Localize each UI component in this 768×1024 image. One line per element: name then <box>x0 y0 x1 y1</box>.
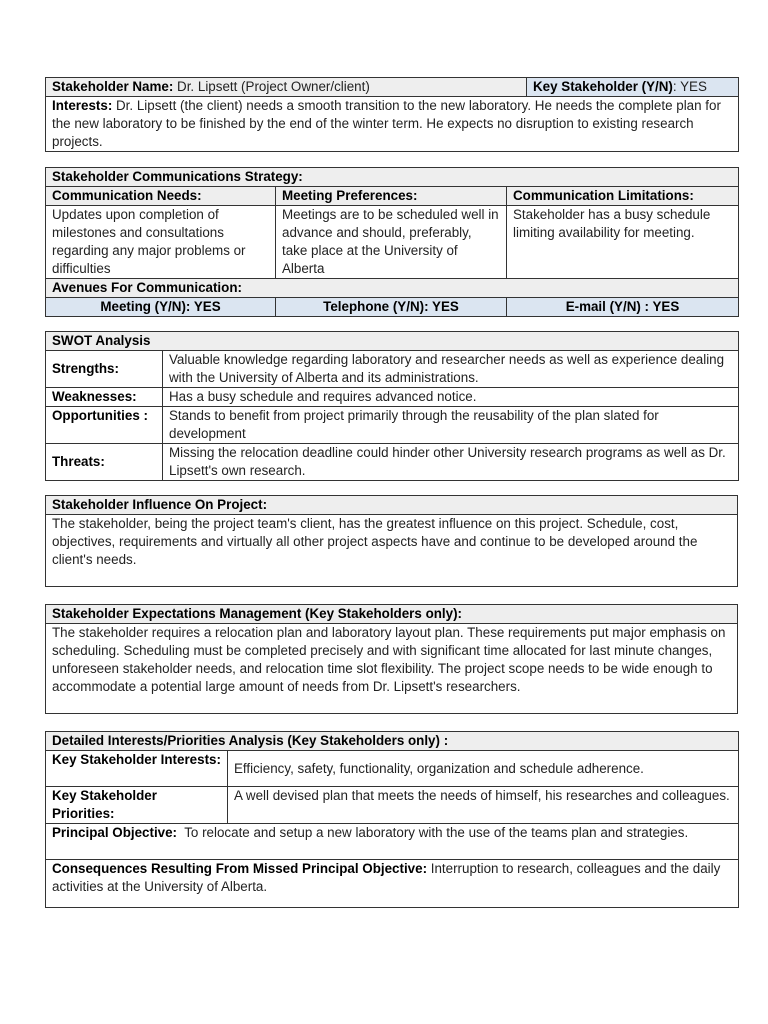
influence-block <box>45 495 738 587</box>
swot-title: SWOT Analysis <box>46 332 739 351</box>
swot-label-opportunities: Opportunities : <box>46 407 163 444</box>
avenue-telephone: Telephone (Y/N): YES <box>276 298 507 317</box>
swot-label-threats: Threats: <box>46 444 163 481</box>
principal-objective-label: Principal Objective: <box>52 825 178 840</box>
key-interests-text: Efficiency, safety, functionality, organization and schedule adherence. <box>228 751 739 787</box>
key-stakeholder-cell <box>527 78 739 97</box>
stakeholder-name-cell <box>46 78 527 97</box>
key-priorities-label: Key Stakeholder Priorities: <box>46 787 228 824</box>
meeting-preferences-text: Meetings are to be scheduled well in advance and should, preferably, take place at the University of Alberta <box>276 206 507 279</box>
detailed-analysis-block <box>45 731 738 908</box>
swot-text-threats: Missing the relocation deadline could hinder other University research programs as well as Dr. Lipsett's own research. <box>163 444 739 481</box>
interests-text: Dr. Lipsett (the client) needs a smooth transition to the new laboratory. He needs the complete plan for the new laboratory to be finished by the end of the winter term. He expects no disruption to existing research projects. <box>52 98 721 149</box>
avenue-email: E-mail (Y/N) : YES <box>507 298 739 317</box>
stakeholder-name-label: Stakeholder Name: <box>52 79 174 94</box>
expectations-title: Stakeholder Expectations Management (Key Stakeholders only): <box>46 605 738 624</box>
expectations-text: The stakeholder requires a relocation plan and laboratory layout plan. These requirements put major emphasis on scheduling. Scheduling must be completed precisely and with significant time allocated for last minute changes, unforeseen stakeholder needs, and relocation time slot flexibility. The project scope needs to be wide enough to accommodate a potential large amount of needs from Dr. Lipsett's researchers. <box>46 624 738 714</box>
communications-title: Stakeholder Communications Strategy: <box>46 168 739 187</box>
interests-label: Interests: <box>52 98 113 113</box>
detailed-title: Detailed Interests/Priorities Analysis (Key Stakeholders only) : <box>46 732 739 751</box>
consequences-label: Consequences Resulting From Missed Principal Objective: <box>52 861 428 876</box>
key-interests-label: Key Stakeholder Interests: <box>46 751 228 787</box>
expectations-block <box>45 604 738 714</box>
swot-label-strengths: Strengths: <box>46 351 163 388</box>
key-stakeholder-label: Key Stakeholder (Y/N) <box>533 79 673 94</box>
avenue-meeting: Meeting (Y/N): YES <box>46 298 276 317</box>
stakeholder-name-value: Dr. Lipsett (Project Owner/client) <box>177 79 370 94</box>
communication-needs-text: Updates upon completion of milestones and consultations regarding any major problems or difficulties <box>46 206 276 279</box>
swot-label-weaknesses: Weaknesses: <box>46 388 163 407</box>
influence-title: Stakeholder Influence On Project: <box>46 496 738 515</box>
influence-text: The stakeholder, being the project team's client, has the greatest influence on this project. Schedule, cost, objectives, requirements and virtually all other project aspects have and continue to be developed around the client's needs. <box>46 515 738 587</box>
communication-limitations-header: Communication Limitations: <box>507 187 739 206</box>
interests-cell <box>46 97 739 152</box>
key-stakeholder-value: : YES <box>672 79 707 94</box>
consequences-text: Interruption to research, colleagues and the daily activities at the University of Alberta. <box>52 861 721 894</box>
swot-text-strengths: Valuable knowledge regarding laboratory and researcher needs as well as experience dealing with the University of Alberta and its administrations. <box>163 351 739 388</box>
swot-text-opportunities: Stands to benefit from project primarily through the reusability of the plan slated for development <box>163 407 739 444</box>
swot-block <box>45 331 738 481</box>
principal-objective-text: To relocate and setup a new laboratory with the use of the teams plan and strategies. <box>184 825 689 840</box>
principal-objective-cell <box>46 824 739 860</box>
communication-needs-header: Communication Needs: <box>46 187 276 206</box>
consequences-cell <box>46 860 739 908</box>
communications-block <box>45 167 738 317</box>
meeting-preferences-header: Meeting Preferences: <box>276 187 507 206</box>
key-priorities-text: A well devised plan that meets the needs of himself, his researches and colleagues. <box>228 787 739 824</box>
communication-limitations-text: Stakeholder has a busy schedule limiting availability for meeting. <box>507 206 739 279</box>
avenues-title: Avenues For Communication: <box>46 279 739 298</box>
stakeholder-block <box>45 77 738 152</box>
swot-text-weaknesses: Has a busy schedule and requires advanced notice. <box>163 388 739 407</box>
